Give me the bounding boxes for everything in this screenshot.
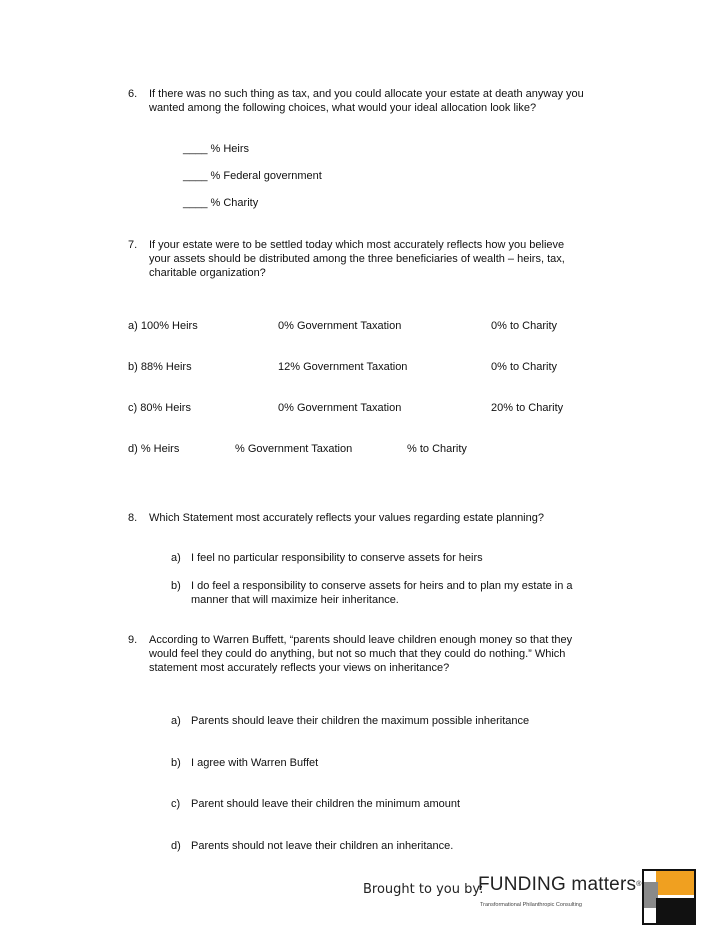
question-9-number: 9. <box>128 634 138 646</box>
q9-option-d-text: Parents should not leave their children an inheritance. <box>191 840 454 852</box>
option-d-gov: % Government Taxation <box>235 443 353 455</box>
q8-option-b-text-line1: I do feel a responsibility to conserve assets for heirs and to plan my estate in a <box>191 580 573 592</box>
q8-option-a-letter: a) <box>171 552 181 564</box>
option-b-charity: 0% to Charity <box>491 361 558 373</box>
question-6-number: 6. <box>128 88 138 100</box>
question-9-text-line3: statement most accurately reflects your views on inheritance? <box>149 662 450 674</box>
question-8-text: Which Statement most accurately reflects your values regarding estate planning? <box>149 512 544 524</box>
blank-heirs: ____ % Heirs <box>183 143 250 155</box>
q9-option-b-letter: b) <box>171 757 181 769</box>
q9-option-b-text: I agree with Warren Buffet <box>191 757 319 769</box>
option-c-gov: 0% Government Taxation <box>278 402 402 414</box>
question-7-text-line2: your assets should be distributed among the three beneficiaries of wealth – heirs, tax, <box>149 253 565 265</box>
question-9-text-line1: According to Warren Buffett, “parents should leave children enough money so that they <box>149 634 573 646</box>
q8-option-b-text-line2: manner that will maximize heir inheritance. <box>191 594 399 606</box>
option-c-heirs: c) 80% Heirs <box>128 402 191 414</box>
option-a-heirs: a) 100% Heirs <box>128 320 198 332</box>
q8-option-b-letter: b) <box>171 580 181 592</box>
registered-mark: ® <box>636 881 642 888</box>
option-b-gov: 12% Government Taxation <box>278 361 408 373</box>
q9-option-c-letter: c) <box>171 798 181 810</box>
option-d-heirs: d) % Heirs <box>128 443 180 455</box>
q8-option-a-text: I feel no particular responsibility to conserve assets for heirs <box>191 552 483 564</box>
question-6-text-line2: wanted among the following choices, what would your ideal allocation look like? <box>149 102 537 114</box>
q9-option-d-letter: d) <box>171 840 181 852</box>
question-9-text-line2: would feel they could do anything, but not so much that they could do nothing.” Which <box>149 648 566 660</box>
question-6-text-line1: If there was no such thing as tax, and you could allocate your estate at death anyway you <box>149 88 584 100</box>
option-a-gov: 0% Government Taxation <box>278 320 402 332</box>
q9-option-a-text: Parents should leave their children the maximum possible inheritance <box>191 715 530 727</box>
blank-federal-government: ____ % Federal government <box>183 170 322 182</box>
option-d-charity: % to Charity <box>407 443 467 455</box>
q9-option-c-text: Parent should leave their children the minimum amount <box>191 798 461 810</box>
question-8-number: 8. <box>128 512 138 524</box>
question-7-text-line1: If your estate were to be settled today which most accurately reflects how you believe <box>149 239 565 251</box>
option-b-heirs: b) 88% Heirs <box>128 361 192 373</box>
brand-name-text: FUNDING matters <box>478 874 637 895</box>
q9-option-a-letter: a) <box>171 715 181 727</box>
question-7-number: 7. <box>128 239 138 251</box>
question-7-text-line3: charitable organization? <box>149 267 266 279</box>
option-a-charity: 0% to Charity <box>491 320 558 332</box>
brought-by-text: Brought to you by: <box>363 882 484 897</box>
brand-tagline: Transformational Philanthropic Consulting <box>480 902 582 908</box>
funding-matters-logo-icon <box>641 868 697 926</box>
blank-charity: ____ % Charity <box>183 197 259 209</box>
option-c-charity: 20% to Charity <box>491 402 564 414</box>
